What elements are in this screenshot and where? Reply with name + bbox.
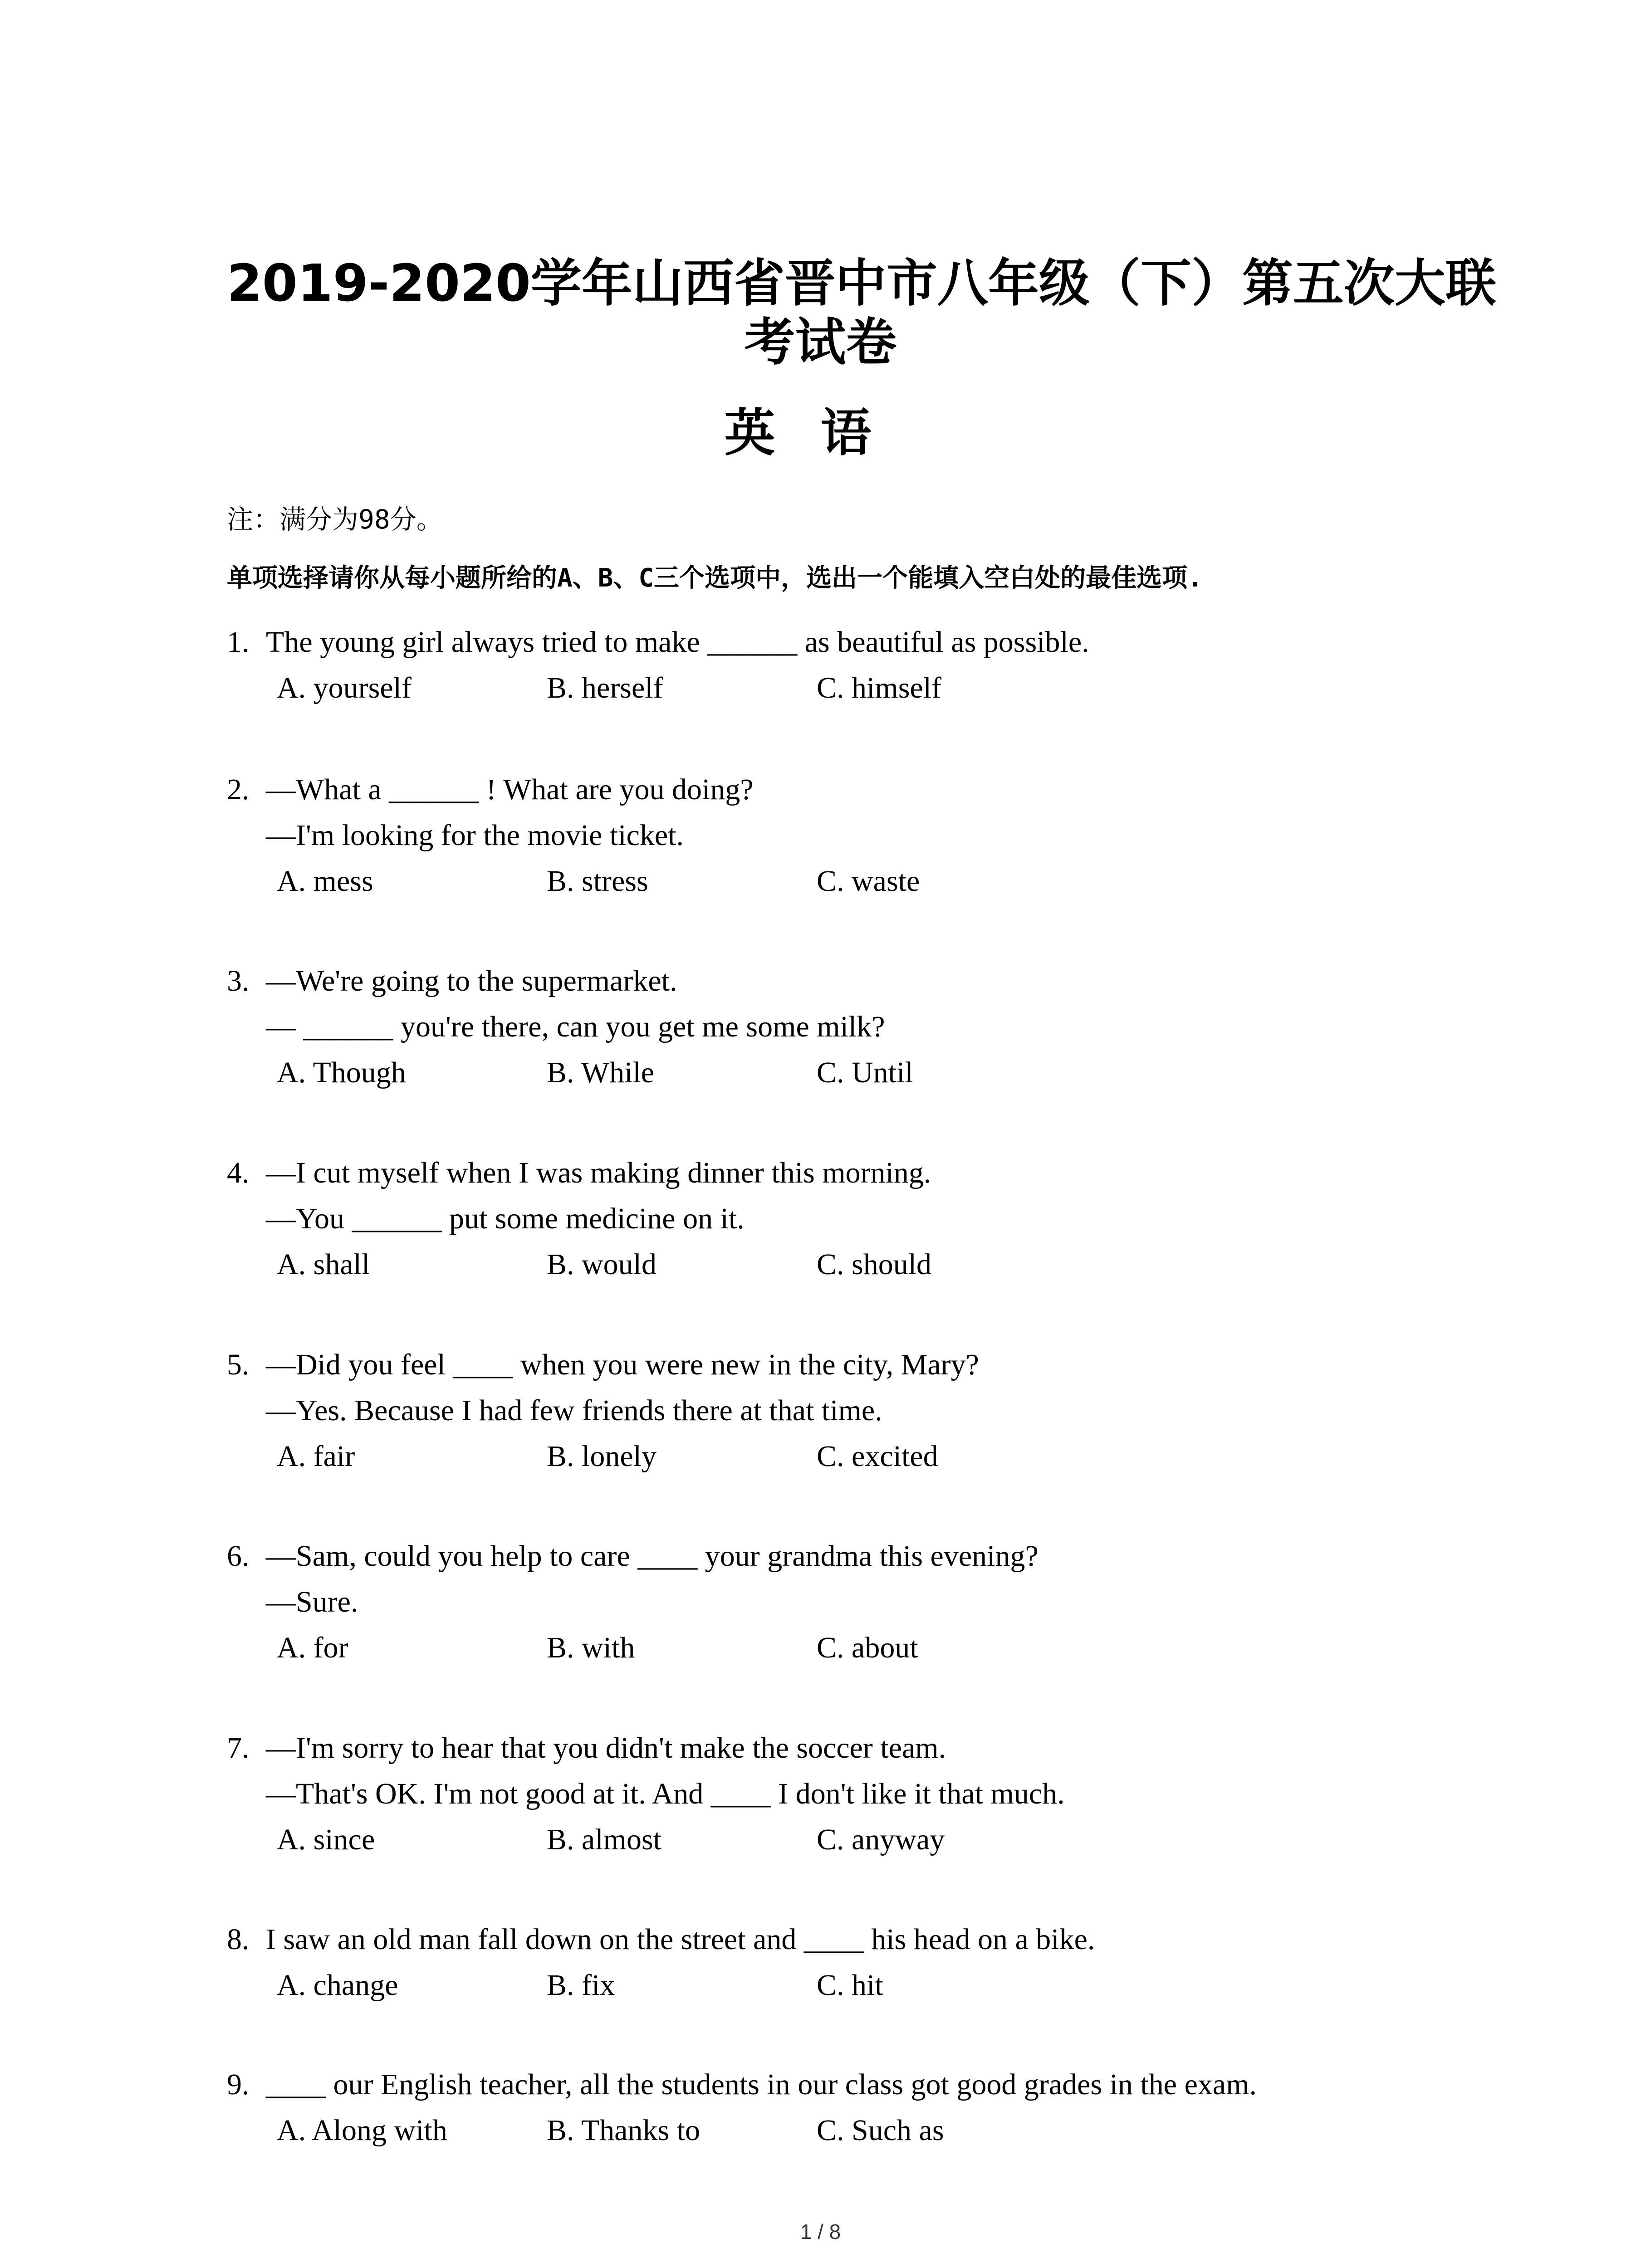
option-a: A. shall [277,1248,370,1281]
option-c: C. excited [817,1440,938,1473]
question-2 [227,767,1452,904]
question-3 [227,958,1452,1095]
options-row [227,858,1452,904]
question-text: —Yes. Because I had few friends there at that time. [266,1394,882,1427]
question-text: —Sure. [266,1585,358,1618]
option-a: A. mess [277,865,373,898]
subject-heading: 英语 [724,403,917,463]
question-number: 8. [227,1923,250,1956]
question-text: —I cut myself when I was making dinner this morning. [266,1156,931,1189]
option-b: B. While [547,1056,655,1089]
option-b: B. fix [547,1969,615,2002]
question-number: 4. [227,1156,250,1189]
question-1 [227,619,1452,711]
question-text: — ______ you're there, can you get me some milk? [266,1010,885,1043]
question-text: The young girl always tried to make ______ as beautiful as possible. [266,626,1089,659]
question-number: 5. [227,1348,250,1381]
question-text: —Did you feel ____ when you were new in the city, Mary? [266,1348,979,1381]
options-row [227,1962,1452,2008]
option-a: A. Though [277,1056,406,1089]
option-a: A. since [277,1823,375,1856]
question-number: 1. [227,626,250,659]
question-text: —We're going to the supermarket. [266,964,677,997]
page-indicator: 1 / 8 [800,2220,841,2244]
option-c: C. Such as [817,2114,944,2147]
question-text: —You ______ put some medicine on it. [266,1202,745,1235]
option-b: B. Thanks to [547,2114,700,2147]
score-note: 注：满分为98分。 [227,504,443,535]
option-c: C. anyway [817,1823,945,1856]
question-number: 6. [227,1540,250,1573]
question-text: —I'm sorry to hear that you didn't make the soccer team. [266,1731,946,1765]
question-7 [227,1725,1452,1862]
option-a: A. fair [277,1440,355,1473]
option-c: C. hit [817,1969,883,2002]
question-text: —Sam, could you help to care ____ your grandma this evening? [266,1540,1038,1573]
option-b: B. lonely [547,1440,656,1473]
section-instruction: 单项选择请你从每小题所给的A、B、C三个选项中，选出一个能填入空白处的最佳选项. [227,563,1203,593]
question-text: —That's OK. I'm not good at it. And ____ I don't like it that much. [266,1777,1065,1810]
option-b: B. herself [547,671,663,704]
option-c: C. Until [817,1056,913,1089]
option-c: C. about [817,1631,918,1664]
question-9 [227,2062,1452,2153]
option-a: A. Along with [277,2114,447,2147]
options-row [227,1433,1452,1479]
question-text: —I'm looking for the movie ticket. [266,819,684,852]
options-row [227,1625,1452,1671]
option-a: A. for [277,1631,348,1664]
options-row [227,1242,1452,1287]
question-number: 2. [227,773,250,806]
option-b: B. stress [547,865,648,898]
options-row [227,1050,1452,1095]
question-text: I saw an old man fall down on the street and ____ his head on a bike. [266,1923,1095,1956]
question-5 [227,1342,1452,1479]
options-row [227,2107,1452,2153]
options-row [227,1817,1452,1862]
option-c: C. waste [817,865,920,898]
question-number: 9. [227,2068,250,2101]
option-b: B. almost [547,1823,662,1856]
question-4 [227,1150,1452,1287]
option-b: B. with [547,1631,635,1664]
option-c: C. himself [817,671,941,704]
question-number: 3. [227,964,250,997]
question-8 [227,1916,1452,2008]
question-number: 7. [227,1731,250,1765]
exam-title-line-1: 2019-2020学年山西省晋中市八年级（下）第五次大联 [227,254,1496,313]
options-row [227,665,1452,711]
question-text: —What a ______ ! What are you doing? [266,773,754,806]
exam-title-line-2: 考试卷 [744,313,897,372]
option-c: C. should [817,1248,932,1281]
option-a: A. change [277,1969,398,2002]
option-a: A. yourself [277,671,411,704]
question-text: ____ our English teacher, all the students in our class got good grades in the exam. [266,2068,1257,2101]
option-b: B. would [547,1248,657,1281]
question-6 [227,1533,1452,1671]
